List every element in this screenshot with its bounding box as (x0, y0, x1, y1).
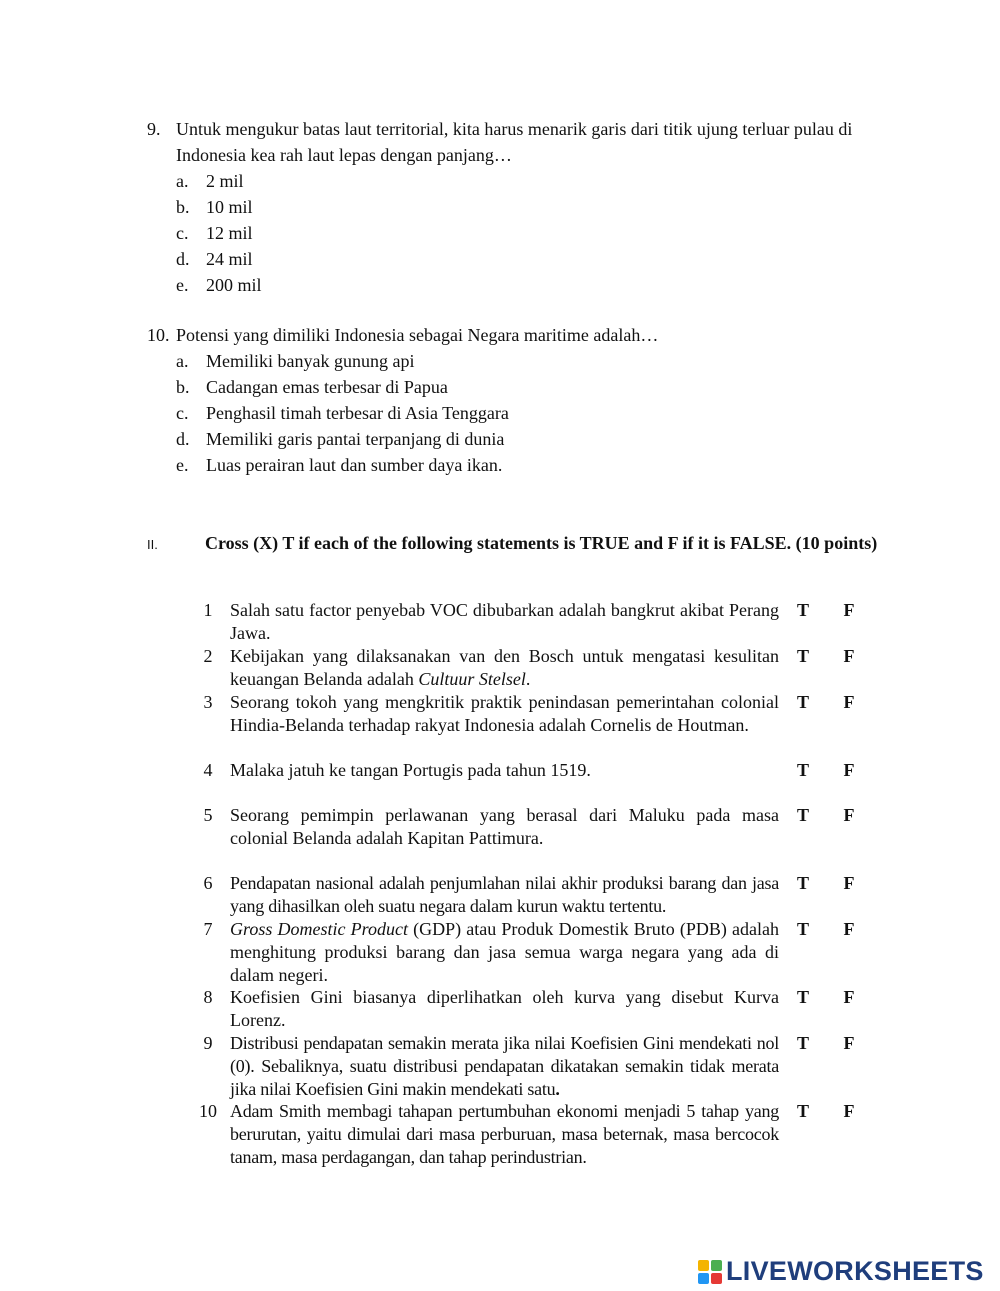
option-a[interactable] (176, 168, 867, 194)
false-option[interactable]: F (843, 692, 855, 712)
statement-text: Malaka jatuh ke tangan Portugis pada tahun 1519. (230, 760, 591, 780)
option-letter: b. (176, 377, 190, 397)
item-statement (230, 1100, 779, 1169)
option-b[interactable] (176, 374, 867, 400)
question-text: Potensi yang dimiliki Indonesia sebagai Negara maritime adalah… (176, 325, 659, 345)
logo-square-icon (711, 1273, 722, 1284)
true-option[interactable]: T (796, 987, 809, 1007)
option-letter: d. (176, 249, 190, 269)
option-text: 10 mil (206, 197, 253, 217)
tf-item-1 (186, 599, 876, 645)
statement-text: Distribusi pendapatan semakin merata jika nilai Koefisien Gini mendekati nol (0). Sebaliknya, suatu distribusi pendapatan dikatakan semakin tidak merata jika nilai Koefisien Gini makin mendekati satu (230, 1033, 779, 1099)
tf-item-10 (186, 1100, 876, 1169)
false-option[interactable]: F (843, 873, 855, 893)
option-letter: c. (176, 403, 189, 423)
option-a[interactable] (176, 348, 867, 374)
item-statement (230, 986, 779, 1032)
item-number: 7 (203, 919, 213, 939)
false-option[interactable]: F (843, 919, 855, 939)
item-statement (230, 872, 779, 918)
true-option[interactable]: T (796, 1101, 809, 1121)
question-9 (147, 116, 867, 298)
question-stem (147, 116, 867, 168)
option-text: Luas perairan laut dan sumber daya ikan. (206, 455, 503, 475)
true-option[interactable]: T (796, 600, 809, 620)
true-option[interactable]: T (796, 1033, 809, 1053)
question-number: 9. (147, 119, 161, 139)
option-text: 24 mil (206, 249, 253, 269)
section-instruction: Cross (X) T if each of the following statements is TRUE and F if it is FALSE. (10 points) (205, 533, 878, 553)
option-d[interactable] (176, 426, 867, 452)
true-option[interactable]: T (796, 646, 809, 666)
logo-square-icon (698, 1260, 709, 1271)
tf-item-2 (186, 645, 876, 691)
option-e[interactable] (176, 452, 867, 478)
statement-text: Koefisien Gini biasanya diperlihatkan oleh kurva yang disebut Kurva Lorenz. (230, 987, 779, 1030)
question-text: Untuk mengukur batas laut territorial, kita harus menarik garis dari titik ujung terluar pulau di Indonesia kea rah laut lepas dengan panjang… (176, 119, 853, 165)
false-option[interactable]: F (843, 805, 855, 825)
item-number: 2 (203, 646, 213, 666)
item-number: 5 (203, 805, 213, 825)
statement-text: Seorang pemimpin perlawanan yang berasal dari Maluku pada masa colonial Belanda adalah Kapitan Pattimura. (230, 805, 779, 848)
option-letter: a. (176, 351, 189, 371)
item-number: 9 (203, 1033, 213, 1053)
tf-item-7 (186, 918, 876, 987)
liveworksheets-logo (698, 1256, 984, 1287)
tf-item-3 (186, 691, 876, 737)
true-option[interactable]: T (796, 692, 809, 712)
item-number: 10 (199, 1101, 217, 1121)
statement-text: Salah satu factor penyebab VOC dibubarkan adalah bangkrut akibat Perang Jawa. (230, 600, 779, 643)
option-letter: c. (176, 223, 189, 243)
option-letter: e. (176, 275, 189, 295)
option-text: 12 mil (206, 223, 253, 243)
question-stem (147, 322, 867, 348)
tf-item-8 (186, 986, 876, 1032)
question-number: 10. (147, 325, 170, 345)
tf-item-5 (186, 804, 876, 850)
statement-bold-end: . (555, 1079, 560, 1099)
question-10 (147, 322, 867, 478)
item-statement (230, 599, 779, 645)
tf-item-6 (186, 872, 876, 918)
true-option[interactable]: T (796, 873, 809, 893)
item-statement (230, 645, 779, 691)
option-c[interactable] (176, 220, 867, 246)
logo-text: LIVEWORKSHEETS (726, 1256, 984, 1286)
option-c[interactable] (176, 400, 867, 426)
option-text: Memiliki banyak gunung api (206, 351, 415, 371)
statement-text: Seorang tokoh yang mengkritik praktik penindasan pemerintahan colonial Hindia-Belanda terhadap rakyat Indonesia adalah Cornelis de Houtman. (230, 692, 779, 735)
item-statement (230, 918, 779, 987)
logo-icon (698, 1260, 722, 1284)
item-statement (230, 759, 779, 782)
option-d[interactable] (176, 246, 867, 272)
item-number: 4 (203, 760, 213, 780)
option-text: 2 mil (206, 171, 244, 191)
statement-text: Pendapatan nasional adalah penjumlahan nilai akhir produksi barang dan jasa yang dihasilkan oleh suatu negara dalam kurun waktu tertentu. (230, 873, 779, 916)
logo-square-icon (711, 1260, 722, 1271)
section-number: II. (147, 537, 158, 552)
option-text: Cadangan emas terbesar di Papua (206, 377, 448, 397)
option-text: Memiliki garis pantai terpanjang di dunia (206, 429, 505, 449)
logo-square-icon (698, 1273, 709, 1284)
false-option[interactable]: F (843, 1033, 855, 1053)
false-option[interactable]: F (843, 1101, 855, 1121)
false-option[interactable]: F (843, 646, 855, 666)
item-number: 1 (203, 600, 213, 620)
section-heading (147, 532, 892, 555)
option-letter: b. (176, 197, 190, 217)
false-option[interactable]: F (843, 600, 855, 620)
option-letter: a. (176, 171, 189, 191)
option-e[interactable] (176, 272, 867, 298)
statement-text: (GDP) atau Produk Domestik Bruto (PDB) adalah menghitung produksi barang dan jasa semua warga negara yang ada di dalam negeri. (230, 919, 780, 985)
true-option[interactable]: T (796, 760, 809, 780)
item-statement (230, 691, 779, 737)
statement-text: Adam Smith membagi tahapan pertumbuhan ekonomi menjadi 5 tahap yang berurutan, yaitu dimulai dari masa perburuan, masa beternak, masa bercocok tanam, masa perdagangan, dan tahap perindustrian. (230, 1101, 779, 1167)
item-number: 6 (203, 873, 213, 893)
false-option[interactable]: F (843, 760, 855, 780)
true-option[interactable]: T (796, 805, 809, 825)
statement-text: Kebijakan yang dilaksanakan van den Bosch untuk mengatasi kesulitan keuangan Belanda adalah (230, 646, 779, 689)
option-letter: d. (176, 429, 190, 449)
option-b[interactable] (176, 194, 867, 220)
item-number: 3 (203, 692, 213, 712)
statement-text-end: . (525, 669, 531, 689)
option-text: 200 mil (206, 275, 262, 295)
tf-item-4 (186, 759, 876, 782)
item-number: 8 (203, 987, 213, 1007)
tf-item-9 (186, 1032, 876, 1101)
item-statement (230, 1032, 779, 1101)
option-text: Penghasil timah terbesar di Asia Tenggara (206, 403, 509, 423)
true-option[interactable]: T (796, 919, 809, 939)
statement-italic: Cultuur Stelsel (418, 669, 526, 689)
item-statement (230, 804, 779, 850)
statement-italic: Gross Domestic Product (230, 919, 408, 939)
option-letter: e. (176, 455, 189, 475)
false-option[interactable]: F (843, 987, 855, 1007)
